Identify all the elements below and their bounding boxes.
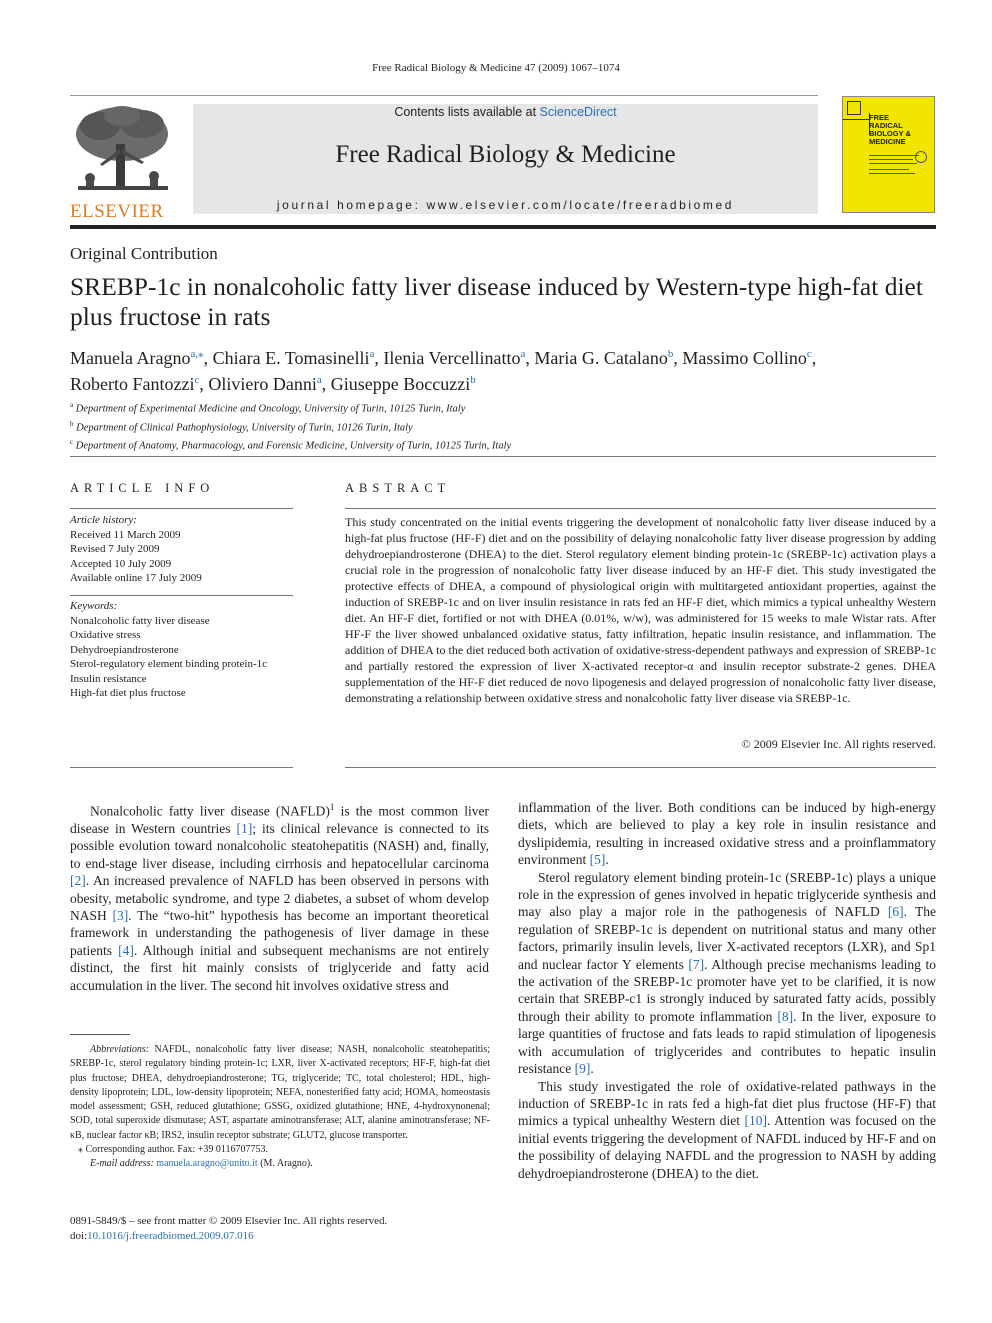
- citation-link[interactable]: [8]: [777, 1008, 794, 1024]
- body-paragraph: Sterol regulatory element binding protein-1c (SREBP-1c) plays a unique role in the expression of genes involved in hepatic triglyceride synthesis and may also play a major role in the pathogenesis of NAFLD [6]. The regulation of SREBP-1c is dependent on nutritional status and many other factors, primarily insulin levels, liver X-activated receptors (LXR), and Sp1 and nuclear factor Y elements [7]. Although precise mechanisms leading to the activation of the SREBP-1c promoter have yet to be clarified, it is now certain that SREBP-c1 is strongly induced by saturated fatty acids, possibly through their ability to promote inflammation [8]. In the liver, exposure to large quantities of fructose and fats leads to rapid stimulation of lipogenesis with accumulation of triglycerides and contributes to hepatic insulin resistance [9].: [518, 869, 937, 1077]
- article-history: Article history: Received 11 March 2009 Revised 7 July 2009 Accepted 10 July 2009 Available online 17 July 2009: [70, 514, 202, 584]
- author: Manuela Aragno: [70, 348, 191, 368]
- keyword: Dehydroepiandrosterone: [70, 643, 179, 656]
- journal-homepage[interactable]: journal homepage: www.elsevier.com/locate/freeradbiomed: [276, 198, 735, 212]
- body-paragraph: inflammation of the liver. Both conditions can be induced by high-energy diets, which are believed to play a key role in insulin resistance and dyslipidemia, resulting in increased oxidative stress and a proinflammatory environment [5].: [518, 800, 936, 868]
- journal-citation: Free Radical Biology & Medicine 47 (2009) 1067–1074: [372, 62, 620, 74]
- cover-logo-icon: [847, 101, 861, 115]
- citation-link[interactable]: [10]: [744, 1113, 767, 1129]
- author: Ilenia Vercellinatto: [383, 348, 521, 368]
- citation-link[interactable]: [7]: [688, 956, 705, 972]
- body-left-column: [70, 799, 489, 994]
- affiliations: [70, 398, 511, 454]
- keyword: Insulin resistance: [70, 672, 147, 685]
- author: Massimo Collino: [682, 348, 807, 368]
- article-type: Original Contribution: [70, 244, 218, 263]
- cover-seal-icon: [915, 151, 927, 163]
- affiliation: $^a$ Department of Experimental Medicine and Oncology, University of Turin, 10125 Turin, Italy: [70, 401, 466, 415]
- divider: [70, 456, 936, 457]
- sciencedirect-link[interactable]: ScienceDirect: [539, 105, 617, 119]
- footnotes: Abbreviations: NAFDL, nonalcoholic fatty liver disease; NASH, nonalcoholic steatohepatitis; SREBP-1c, sterol regulatory binding protein-1c; LXR, liver X-activated receptors; HF-F, high-fat diet plus fructose; DHEA, dehydroepiandrosterone; TG, triglyceride; TC, total cholesterol; HDL, high-density lipoprotein; LDL, low-density lipoprotein; NEFA, nonesterified fatty acid; HOMA, homeostasis model assessment; GSH, reduced glutathione; GSSG, oxidized glutathione; HNE, 4-hydroxynonenal; SOD, total superoxide dismutase; AST, aspartate aminotransferase; ALT, alanine aminotransferase; NF-κB, nuclear factor κB; IRS2, insulin receptor substrate; GLUT2, glucose transporter. ⁎ Corresponding author. Fax: +39 0116707753. E-mail address: manuela.aragno@unito.it (M. Aragno).: [70, 1044, 490, 1170]
- elsevier-tree-icon: [70, 104, 175, 196]
- journal-cover-thumbnail[interactable]: [842, 96, 935, 213]
- citation-link[interactable]: [9]: [574, 1061, 591, 1077]
- footnote-rule: [70, 1034, 130, 1035]
- keywords: Keywords: Nonalcoholic fatty liver disease Oxidative stress Dehydroepiandrosterone Sterol-regulatory element binding protein-1c Insulin resistance High-fat diet plus fructose: [70, 599, 293, 701]
- elsevier-logo[interactable]: [70, 104, 175, 222]
- elsevier-wordmark: ELSEVIER: [70, 201, 164, 222]
- journal-name: Free Radical Biology & Medicine: [335, 141, 676, 168]
- abstract-heading: ABSTRACT: [345, 481, 451, 495]
- keyword: Sterol-regulatory element binding protein-1c: [70, 658, 268, 670]
- keyword: Nonalcoholic fatty liver disease: [70, 614, 210, 627]
- abstract-copyright: © 2009 Elsevier Inc. All rights reserved.: [741, 737, 936, 751]
- body-right-column: [518, 799, 936, 1182]
- author: Maria G. Catalano: [534, 348, 668, 368]
- issn-doi: 0891-5849/$ – see front matter © 2009 Elsevier Inc. All rights reserved. doi:10.1016/j.freeradbiomed.2009.07.016: [70, 1215, 388, 1242]
- citation-link[interactable]: [5]: [589, 852, 606, 868]
- body-paragraph: This study investigated the role of oxidative-related pathways in the induction of SREBP-1c in rats fed a high-fat diet plus fructose (HF-F) that mimics a typical unhealthy Western diet [10]. Attention was focused on the initial events triggering the development of NAFDL induced by HF-F and on the possibility of delaying NAFDL and the progression to NASH by adding dehydroepiandrosterone (DHEA) to the diet.: [518, 1078, 936, 1181]
- author: Giuseppe Boccuzzi: [330, 374, 471, 394]
- affiliation: $^b$ Department of Clinical Pathophysiology, University of Turin, 10126 Turin, Italy: [70, 419, 413, 433]
- citation-link[interactable]: [6]: [887, 904, 904, 920]
- citation-link[interactable]: [3]: [112, 907, 129, 923]
- author: Chiara E. Tomasinelli: [212, 348, 370, 368]
- author: Oliviero Danni: [208, 374, 317, 394]
- masthead-top-rule: [70, 95, 818, 96]
- citation-link[interactable]: [2]: [70, 873, 86, 889]
- author: Roberto Fantozzi: [70, 374, 195, 394]
- keyword: High-fat diet plus fructose: [70, 687, 186, 699]
- doi-link[interactable]: 10.1016/j.freeradbiomed.2009.07.016: [87, 1230, 254, 1242]
- affiliation: $^c$ Department of Anatomy, Pharmacology, and Forensic Medicine, University of Turin, 10125 Turin, Italy: [70, 438, 512, 452]
- article-title: SREBP-1c in nonalcoholic fatty liver disease induced by Western-type high-fat diet plus fructose in rats: [70, 272, 923, 331]
- author-email-link[interactable]: manuela.aragno@unito.it: [156, 1158, 258, 1170]
- abstract-text: This study concentrated on the initial events triggering the development of nonalcoholic fatty liver disease induced by a high-fat plus fructose (HF-F) diet and on the possibility of delaying nonalcoholic fatty liver disease progression by adding dehydroepiandrosterone (DHEA) to the diet. Sterol regulatory element binding protein-1c (SREBP-1c) activation plays a crucial role in the progression of nonalcoholic fatty liver disease induced by an HF-F diet. This study investigated the protective effects of DHEA, a compound of physiological origin with multitargeted antioxidant properties, against the induction of SREBP-1c and on liver insulin resistance in rats fed an HF-F diet, which mimics a typical unhealthy Western diet. An HF-F diet, fortified or not with DHEA (0.01%, w/w), was administered for 15 weeks to male Wistar rats. After HF-F the liver showed unbalanced oxidative status, fatty infiltration, hepatic insulin resistance, and inflammation. The addition of DHEA to the diet reduced both activation of oxidative-stress-dependent pathways and expression of SREBP-1c and partially restored the expression of liver X-activated receptor-α and insulin receptor substrate-2 genes. DHEA supplementation of the HF-F diet reduced de novo lipogenesis and delayed progression of nonalcoholic fatty liver disease, demonstrating a relationship between oxidative stress and nonalcoholic fatty liver disease via SREBP-1c.: [345, 515, 936, 705]
- author-list: Manuela Aragno$^{a,⁎}$, Chiara E. Tomasinelli$^a$, Ilenia Vercellinatto$^a$, Maria G. Catalano$^b$, Massimo Collino$^c$, Roberto Fantozzi$^c$, Oliviero Danni$^a$, Giuseppe Boccuzzi$^b$: [70, 348, 817, 394]
- cover-title: FREE RADICAL BIOLOGY & MEDICINE: [869, 113, 911, 146]
- contents-available: Contents lists available at ScienceDirect: [394, 105, 617, 119]
- article-info-heading: ARTICLE INFO: [70, 481, 215, 495]
- masthead-bottom-rule: [70, 225, 936, 229]
- keyword: Oxidative stress: [70, 629, 141, 641]
- citation-link[interactable]: [1]: [236, 820, 253, 836]
- citation-link[interactable]: [4]: [118, 942, 134, 958]
- body-paragraph: Nonalcoholic fatty liver disease (NAFLD)$^1$ is the most common liver disease in Western countries [1]; its clinical relevance is connected to its possible evolution toward nonalcoholic steatohepatitis (NASH) and, finally, to end-stage liver disease, including cirrhosis and hepatocellular carcinoma [2]. An increased prevalence of NAFLD has been observed in persons with obesity, metabolic syndrome, and type 2 diabetes, a subset of whom develop NASH [3]. The “two-hit” hypothesis has become an important theoretical framework in understanding the pathogenesis of liver damage in these patients [4]. Although initial and subsequent mechanisms are not entirely distinct, the first hit mainly consists of triglyceride and fatty acid accumulation in the liver. The second hit involves oxidative stress and: [70, 802, 490, 993]
